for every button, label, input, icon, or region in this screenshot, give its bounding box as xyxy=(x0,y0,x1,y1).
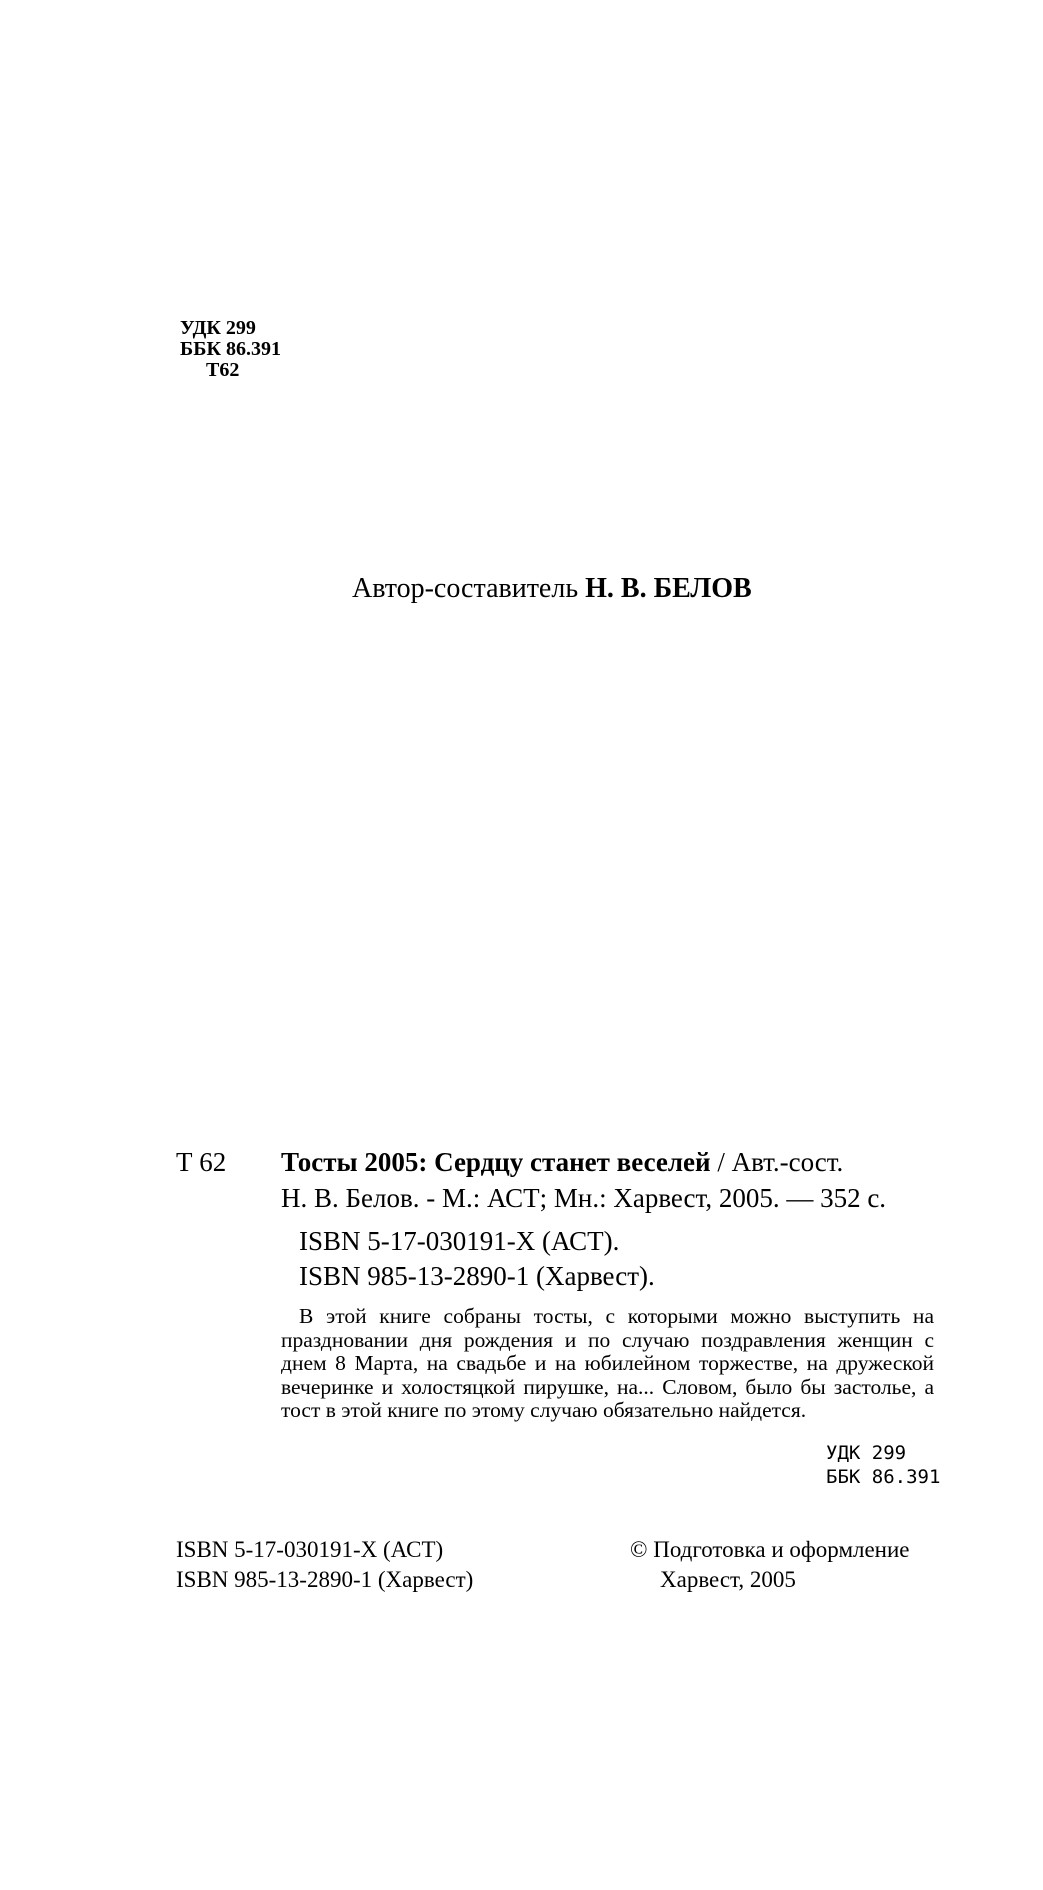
footer-isbn-harvest: ISBN 985-13-2890-1 (Харвест) xyxy=(176,1567,474,1592)
author-label: Автор-составитель xyxy=(352,573,586,604)
footer-copyright-block xyxy=(630,1535,910,1595)
card-author-mark: Т 62 xyxy=(176,1147,227,1177)
responsibility: / Авт.-сост. xyxy=(710,1147,844,1177)
card-bbk: ББК 86.391 xyxy=(826,1466,941,1488)
classification-block xyxy=(180,318,281,381)
card-description: В этой книге собраны тосты, с которыми можно выступить на праздновании дня рождения и по случаю поздравления женщин с днем 8 Марта, на свадьбе и на юбилейном торжестве, на дружеской вечеринке и холостяцкой пирушке, на... Словом, было бы застолье, а тост в этой книге по этому случаю обязательно найдется. xyxy=(281,1304,934,1422)
card-classification xyxy=(826,1441,940,1489)
copyright-notice: © Подготовка и оформление xyxy=(630,1537,910,1562)
card-udk: УДК 299 xyxy=(826,1442,907,1464)
bbk-code: ББК 86.391 xyxy=(180,338,281,360)
card-isbn-harvest: ISBN 985-13-2890-1 (Харвест). xyxy=(299,1261,655,1291)
footer-isbn-ast: ISBN 5-17-030191-X (АСТ) xyxy=(176,1537,444,1562)
footer-isbn-block xyxy=(176,1535,473,1595)
udk-code: УДК 299 xyxy=(180,317,256,339)
author-mark: Т62 xyxy=(206,359,240,381)
author-line xyxy=(352,573,752,605)
card-title-line xyxy=(281,1147,843,1178)
book-title: Тосты 2005: Сердцу станет веселей xyxy=(281,1147,711,1177)
card-imprint: Н. В. Белов. - М.: АСТ; Мн.: Харвест, 2005. — 352 с. xyxy=(281,1183,887,1213)
author-name: Н. В. БЕЛОВ xyxy=(585,573,752,604)
card-isbn-ast: ISBN 5-17-030191-X (АСТ). xyxy=(299,1226,620,1256)
publisher-year: Харвест, 2005 xyxy=(660,1567,796,1592)
